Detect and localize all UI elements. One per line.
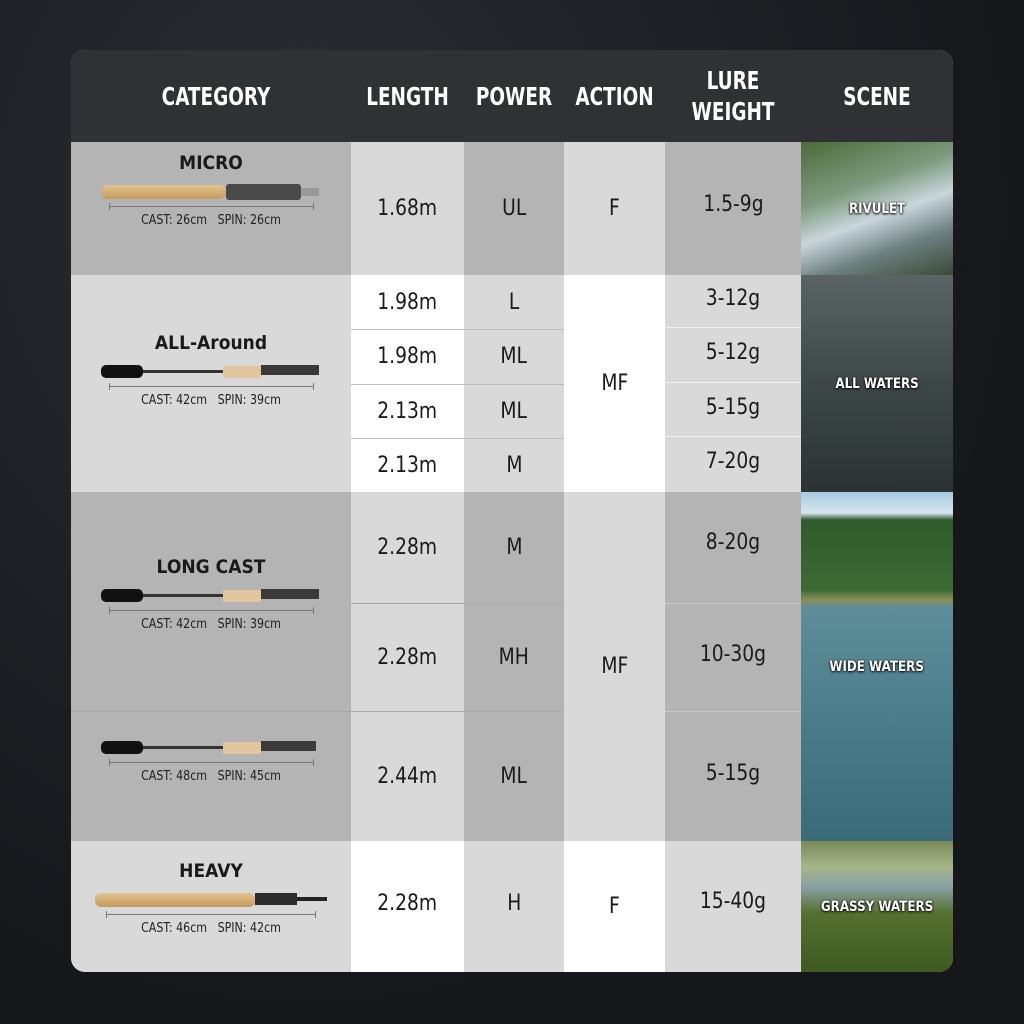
category-micro <box>71 152 351 228</box>
length-cell: 2.28m <box>351 603 464 711</box>
length-cell: 2.28m <box>351 841 464 972</box>
category-heavy <box>71 860 351 936</box>
category-title: LONG CAST <box>156 556 266 578</box>
header-length: LENGTH <box>366 81 449 111</box>
length-ruler <box>109 386 314 387</box>
length-ruler <box>106 914 316 915</box>
header-action: ACTION <box>575 81 654 111</box>
category-title: MICRO <box>179 152 243 174</box>
lure-weight-cell: 5-15g <box>665 384 801 438</box>
length-cell: 2.13m <box>351 384 464 438</box>
category-title: HEAVY <box>179 860 243 882</box>
handle-measure: CAST: 46cm SPIN: 42cm <box>141 921 281 936</box>
handle-measure: CAST: 26cm SPIN: 26cm <box>141 213 281 228</box>
power-cell: L <box>464 275 564 329</box>
handle-measure: CAST: 48cm SPIN: 45cm <box>141 769 281 784</box>
lure-weight-cell: 5-12g <box>665 329 801 384</box>
length-cell: 2.28m <box>351 492 464 603</box>
length-cell: 1.98m <box>351 275 464 329</box>
length-cell: 2.13m <box>351 438 464 492</box>
action-cell: F <box>564 841 665 972</box>
power-cell: ML <box>464 329 564 384</box>
rod-image <box>101 586 321 606</box>
spec-table <box>71 50 953 972</box>
length-ruler <box>109 762 314 763</box>
action-cell: MF <box>564 492 665 841</box>
rod-image <box>95 890 327 910</box>
lure-weight-cell: 8-20g <box>665 492 801 603</box>
length-ruler <box>109 206 314 207</box>
lure-weight-cell: 3-12g <box>665 275 801 329</box>
category-long-cast <box>71 556 351 632</box>
lure-weight-cell: 10-30g <box>665 603 801 711</box>
category-cell-long-cast <box>71 492 351 841</box>
category-title: ALL-Around <box>154 332 268 354</box>
power-cell: M <box>464 438 564 492</box>
handle-measure: CAST: 42cm SPIN: 39cm <box>141 617 281 632</box>
power-cell: MH <box>464 603 564 711</box>
handle-measure: CAST: 42cm SPIN: 39cm <box>141 393 281 408</box>
power-cell: UL <box>464 142 564 275</box>
lure-weight-cell: 15-40g <box>665 841 801 972</box>
power-cell: ML <box>464 384 564 438</box>
header-power: POWER <box>475 81 553 111</box>
length-cell: 2.44m <box>351 711 464 841</box>
length-cell: 1.68m <box>351 142 464 275</box>
lure-weight-cell: 7-20g <box>665 438 801 492</box>
scene-rivulet: RIVULET <box>801 142 953 275</box>
rod-image <box>101 738 321 758</box>
rod-image <box>101 182 321 202</box>
power-cell: M <box>464 492 564 603</box>
action-cell: MF <box>564 275 665 492</box>
scene-all-waters: ALL WATERS <box>801 275 953 492</box>
header-category: CATEGORY <box>161 81 271 111</box>
header-scene: SCENE <box>843 81 911 111</box>
scene-wide-waters: WIDE WATERS <box>801 492 953 841</box>
lure-weight-cell: 1.5-9g <box>665 142 801 275</box>
scene-grassy-waters: GRASSY WATERS <box>801 841 953 972</box>
action-cell: F <box>564 142 665 275</box>
rod-image <box>101 362 321 382</box>
power-cell: ML <box>464 711 564 841</box>
header-lure-weight: LURE WEIGHT <box>691 66 775 126</box>
length-ruler <box>109 610 314 611</box>
power-cell: H <box>464 841 564 972</box>
lure-weight-cell: 5-15g <box>665 711 801 841</box>
category-all-around <box>71 332 351 408</box>
category-long-cast-2 <box>71 730 351 784</box>
length-cell: 1.98m <box>351 329 464 384</box>
